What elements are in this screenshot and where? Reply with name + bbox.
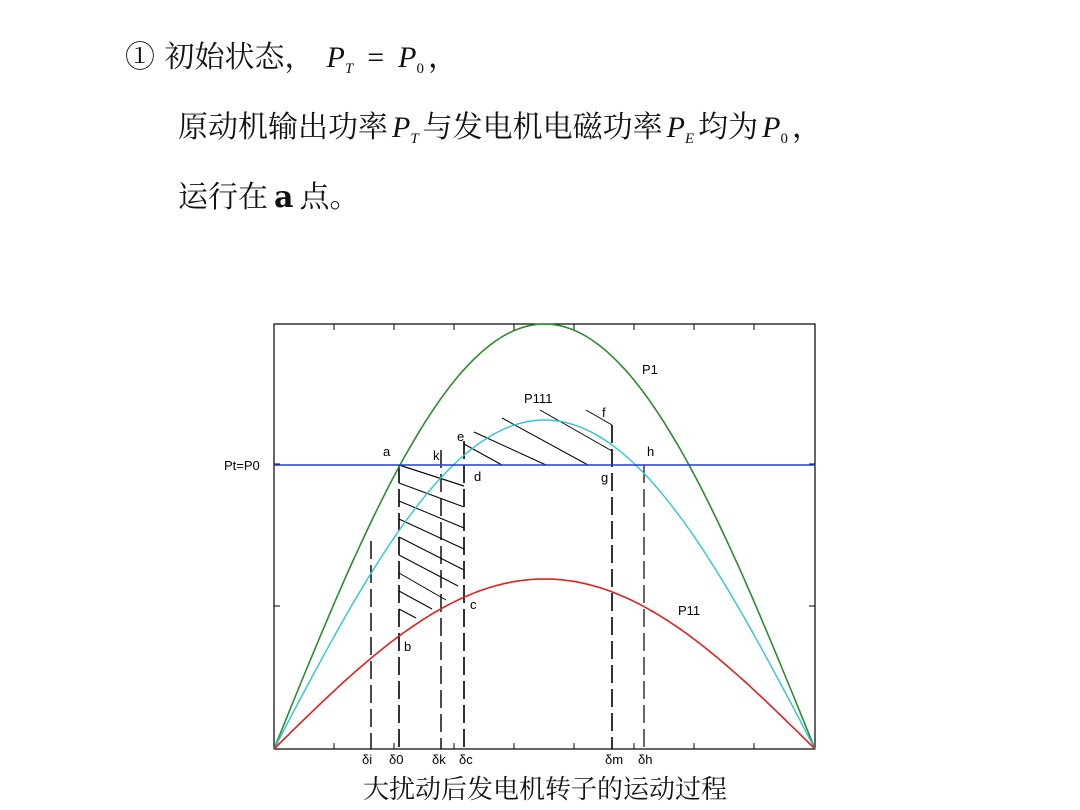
point-label-g: g <box>601 470 609 485</box>
point-label-c: c <box>470 597 477 612</box>
delta-label-m: δm <box>605 752 624 767</box>
point-label-b: b <box>404 639 412 654</box>
hatched-area-deceleration <box>464 410 612 465</box>
point-label-f: f <box>602 405 606 420</box>
formula-pt: $P_T$ <box>326 41 354 77</box>
formula-p0: $P_0$ <box>398 41 424 77</box>
curve-p1 <box>274 324 815 749</box>
curve-p11 <box>274 579 815 749</box>
formula-pt-2: $P_T$ <box>392 111 419 147</box>
heading-line-2-text-c: 均为 <box>698 110 759 145</box>
heading-line-2 <box>178 108 822 159</box>
point-label-k: k <box>433 448 440 463</box>
heading-line-3 <box>178 178 359 218</box>
figure-caption: 大扰动后发电机转子的运动过程 <box>362 775 727 805</box>
plot-frame <box>274 324 815 749</box>
power-angle-diagram <box>210 315 830 770</box>
curve-p111 <box>274 420 815 749</box>
axis-ticks <box>274 324 815 749</box>
heading-line-3-text-a: 运行在 <box>178 180 268 215</box>
formula-p0-2: $P_0$ <box>762 111 788 147</box>
point-label-e: e <box>457 429 465 444</box>
pt-label: Pt=P0 <box>224 458 260 473</box>
formula-equals: = <box>367 41 385 74</box>
heading-line-3-text-b: 点。 <box>299 180 360 215</box>
curve-label-p11: P11 <box>678 603 701 618</box>
delta-label-h: δh <box>638 752 653 767</box>
delta-label-k: δk <box>432 752 446 767</box>
point-a-text: a <box>274 180 294 215</box>
heading-line-1-suffix: ， <box>427 40 458 75</box>
formula-pe: $P_E$ <box>666 111 695 147</box>
point-label-a: a <box>383 444 391 459</box>
curve-label-p111: P111 <box>524 391 553 406</box>
heading-line-2-text-d: ， <box>792 110 822 145</box>
heading-line-2-text-a: 原动机输出功率 <box>178 110 388 145</box>
delta-label-c: δc <box>459 752 473 767</box>
point-label-d: d <box>474 469 482 484</box>
heading-line-2-text-b: 与发电机电磁功率 <box>422 110 663 145</box>
delta-label-i: δi <box>362 752 373 767</box>
heading-line-1-text: ① 初始状态， <box>125 40 315 75</box>
delta-label-0: δ0 <box>389 752 404 767</box>
heading-line-1 <box>125 38 458 89</box>
line-a-to-c <box>399 465 464 486</box>
curve-label-p1: P1 <box>642 362 658 377</box>
point-label-h: h <box>647 444 655 459</box>
